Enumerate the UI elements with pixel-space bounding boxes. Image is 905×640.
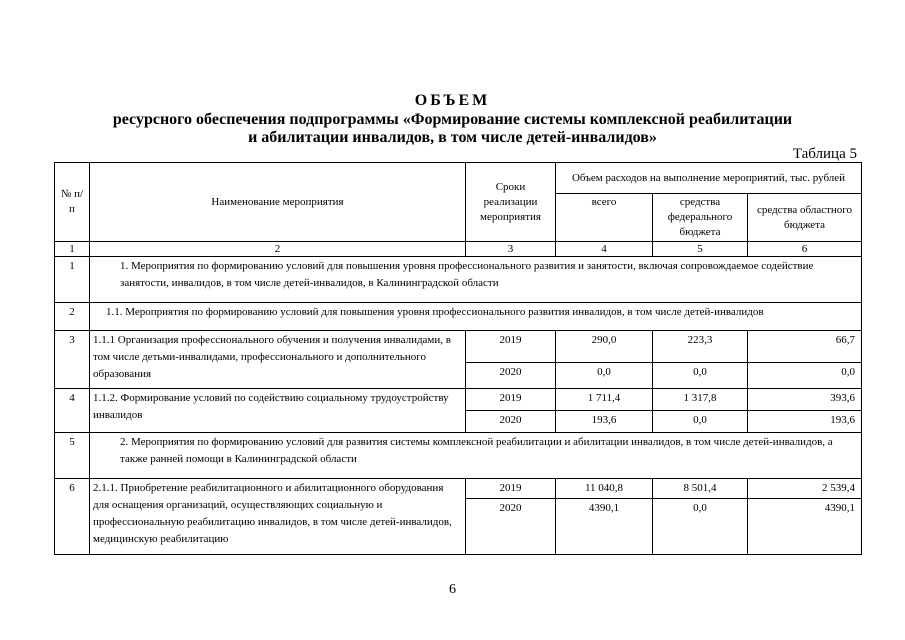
header-regional: средства областного бюджета [748, 194, 862, 242]
total-cell: 193,6 [556, 411, 653, 433]
table-row-section-2 [55, 433, 862, 479]
total-cell: 11 040,8 [556, 479, 653, 499]
row-num: 6 [55, 479, 90, 555]
regional-cell: 2 539,4 [748, 479, 862, 499]
federal-cell: 8 501,4 [653, 479, 748, 499]
header-name: Наименование мероприятия [90, 163, 466, 242]
table-row-activity-2-1-1 [55, 479, 862, 499]
year-cell: 2020 [466, 411, 556, 433]
row-num: 1 [55, 257, 90, 303]
federal-cell: 1 317,8 [653, 389, 748, 411]
row-num: 2 [55, 303, 90, 331]
activity-name: 2.1.1. Приобретение реабилитационного и абилитационного оборудования для оснащения организаций, осуществляющих социальную и профессиональную реабилитацию инвалидов, в том числе детей-инвалидов, медицинскую реабилитацию [90, 479, 466, 555]
colnum-4: 4 [556, 242, 653, 257]
section-heading: 2. Мероприятия по формированию условий для развития системы комплексной реабилитации и абилитации инвалидов, в том числе детей-инвалидов, а также ранней помощи в Калининградской области [90, 433, 862, 479]
document-subtitle-line-2: и абилитации инвалидов, в том числе детей-инвалидов» [248, 129, 657, 146]
table-row-activity-1-1-2 [55, 389, 862, 411]
document-title: ОБЪЕМ [414, 92, 491, 109]
document-subtitle-line-1: ресурсного обеспечения подпрограммы «Формирование системы комплексной реабилитации [112, 111, 793, 128]
federal-cell: 223,3 [653, 331, 748, 363]
activity-name: 1.1.2. Формирование условий по содействию социальному трудоустройству инвалидов [90, 389, 466, 433]
table-row-section-1 [55, 257, 862, 303]
header-period: Сроки реализации мероприятия [466, 163, 556, 242]
table-row-section-1-1 [55, 303, 862, 331]
federal-cell: 0,0 [653, 499, 748, 555]
colnum-5: 5 [653, 242, 748, 257]
header-num: № п/п [55, 163, 90, 242]
colnum-1: 1 [55, 242, 90, 257]
year-cell: 2020 [466, 363, 556, 389]
regional-cell: 0,0 [748, 363, 862, 389]
year-cell: 2019 [466, 331, 556, 363]
regional-cell: 4390,1 [748, 499, 862, 555]
federal-cell: 0,0 [653, 411, 748, 433]
row-num: 5 [55, 433, 90, 479]
federal-cell: 0,0 [653, 363, 748, 389]
resource-table [54, 162, 862, 555]
column-number-row [55, 242, 862, 257]
year-cell: 2019 [466, 479, 556, 499]
colnum-6: 6 [748, 242, 862, 257]
subsection-heading: 1.1. Мероприятия по формированию условий для повышения уровня профессионального развития инвалидов, в том числе детей-инвалидов [90, 303, 862, 331]
regional-cell: 66,7 [748, 331, 862, 363]
table-label: Таблица 5 [792, 146, 857, 162]
header-expenses: Объем расходов на выполнение мероприятий, тыс. рублей [556, 163, 862, 194]
section-heading: 1. Мероприятия по формированию условий для повышения уровня профессионального развития и занятости, включая сопровождаемое содействие занятости, инвалидов, в том числе детей-инвалидов, в Калининградской области [90, 257, 862, 303]
regional-cell: 193,6 [748, 411, 862, 433]
total-cell: 0,0 [556, 363, 653, 389]
year-cell: 2020 [466, 499, 556, 555]
activity-name: 1.1.1 Организация профессионального обучения и получения инвалидами, в том числе детьми-инвалидами, профессионального и дополнительного образования [90, 331, 466, 389]
total-cell: 1 711,4 [556, 389, 653, 411]
table-row-activity-1-1-1 [55, 331, 862, 363]
page-number: 6 [449, 582, 456, 597]
header-total: всего [556, 194, 653, 242]
colnum-3: 3 [466, 242, 556, 257]
header-federal: средства федерального бюджета [653, 194, 748, 242]
header-row-1 [55, 163, 862, 194]
row-num: 4 [55, 389, 90, 433]
total-cell: 290,0 [556, 331, 653, 363]
row-num: 3 [55, 331, 90, 389]
total-cell: 4390,1 [556, 499, 653, 555]
colnum-2: 2 [90, 242, 466, 257]
year-cell: 2019 [466, 389, 556, 411]
regional-cell: 393,6 [748, 389, 862, 411]
